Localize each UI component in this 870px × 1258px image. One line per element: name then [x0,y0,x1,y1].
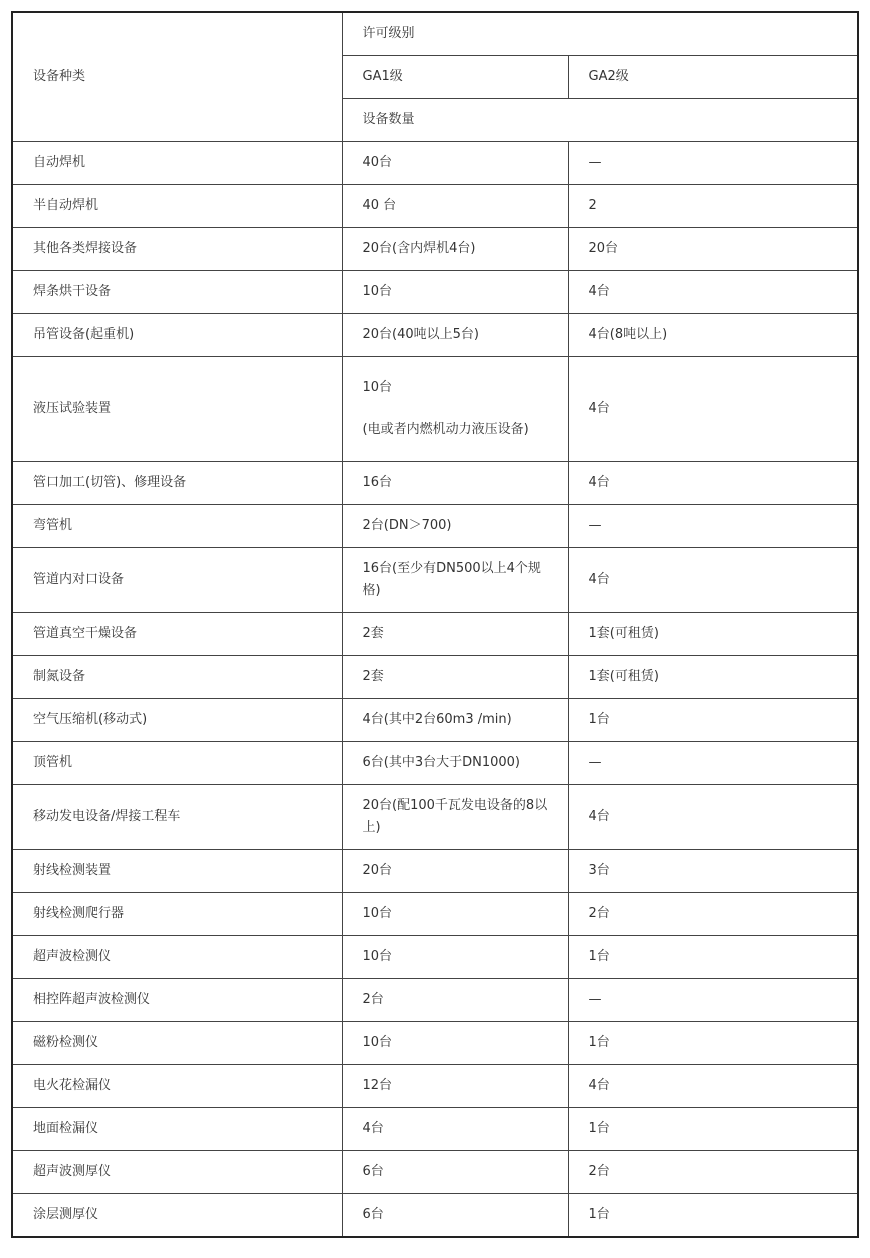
ga1-quantity-cell: 10台 [342,936,568,979]
equipment-name-cell: 相控阵超声波检测仪 [12,979,342,1022]
equipment-name-cell: 磁粉检测仪 [12,1022,342,1065]
header-category-cell: 设备种类 [12,12,342,142]
ga1-quantity-cell: 6台 [342,1194,568,1238]
ga2-quantity-cell: 1台 [568,936,858,979]
ga1-quantity-cell: 40 台 [342,185,568,228]
ga1-quantity-cell: 2台(DN＞700) [342,505,568,548]
ga1-quantity-cell: 10台 [342,271,568,314]
ga2-quantity-cell: 1台 [568,1022,858,1065]
equipment-requirements-table [11,11,859,1238]
equipment-name-cell: 地面检漏仪 [12,1108,342,1151]
ga1-quantity-cell: 2套 [342,613,568,656]
ga1-quantity-cell: 20台(40吨以上5台) [342,314,568,357]
ga2-quantity-cell: 2 [568,185,858,228]
table-row [12,271,858,314]
table-row [12,505,858,548]
equipment-name-cell: 管道内对口设备 [12,548,342,613]
table-row [12,1065,858,1108]
ga1-quantity-cell: 4台(其中2台60m3 /min) [342,699,568,742]
ga1-quantity-cell: 16台(至少有DN500以上4个规格) [342,548,568,613]
ga2-quantity-cell: — [568,979,858,1022]
table-row [12,314,858,357]
ga2-quantity-cell: 3台 [568,850,858,893]
table-row [12,613,858,656]
ga2-quantity-cell: 1台 [568,1194,858,1238]
ga1-quantity-cell: 40台 [342,142,568,185]
ga1-quantity-value: 10台 [362,380,393,395]
ga2-quantity-cell: 4台 [568,1065,858,1108]
ga2-quantity-cell: 1套(可租赁) [568,656,858,699]
table-row [12,1151,858,1194]
table-row [12,699,858,742]
header-quantity-cell: 设备数量 [342,99,858,142]
table-row [12,228,858,271]
ga1-quantity-cell: 4台 [342,1108,568,1151]
equipment-name-cell: 制氮设备 [12,656,342,699]
equipment-name-cell: 射线检测爬行器 [12,893,342,936]
table-row [12,185,858,228]
equipment-name-cell: 空气压缩机(移动式) [12,699,342,742]
ga2-quantity-cell: — [568,742,858,785]
ga1-quantity-cell: 2套 [342,656,568,699]
equipment-name-cell: 半自动焊机 [12,185,342,228]
equipment-name-cell: 电火花检漏仪 [12,1065,342,1108]
header-ga2-cell: GA2级 [568,56,858,99]
table-row [12,742,858,785]
ga1-quantity-cell: 2台 [342,979,568,1022]
ga2-quantity-cell: 4台 [568,357,858,462]
ga2-quantity-cell: 4台 [568,271,858,314]
table-row [12,1108,858,1151]
table-row [12,936,858,979]
header-ga1-cell: GA1级 [342,56,568,99]
ga1-quantity-cell: 6台 [342,1151,568,1194]
ga2-quantity-cell: 1套(可租赁) [568,613,858,656]
ga1-quantity-cell: 6台(其中3台大于DN1000) [342,742,568,785]
ga1-quantity-cell: 20台(配100千瓦发电设备的8以上) [342,785,568,850]
equipment-name-cell: 自动焊机 [12,142,342,185]
ga2-quantity-cell: 20台 [568,228,858,271]
equipment-name-cell: 移动发电设备/焊接工程车 [12,785,342,850]
ga2-quantity-cell: 4台 [568,548,858,613]
table-row [12,1022,858,1065]
equipment-name-cell: 液压试验装置 [12,357,342,462]
ga2-quantity-cell: 4台 [568,785,858,850]
table-row [12,850,858,893]
table-row [12,357,858,462]
equipment-name-cell: 焊条烘干设备 [12,271,342,314]
ga1-quantity-cell: 20台 [342,850,568,893]
equipment-name-cell: 顶管机 [12,742,342,785]
equipment-name-cell: 超声波测厚仪 [12,1151,342,1194]
ga2-quantity-cell: 1台 [568,1108,858,1151]
equipment-name-cell: 其他各类焊接设备 [12,228,342,271]
table-row [12,785,858,850]
table-row [12,462,858,505]
ga1-quantity-cell: 20台(含内焊机4台) [342,228,568,271]
table-row [12,142,858,185]
ga2-quantity-cell: 4台(8吨以上) [568,314,858,357]
table-row [12,548,858,613]
ga1-quantity-cell: 10台 [342,893,568,936]
equipment-name-cell: 管道真空干燥设备 [12,613,342,656]
equipment-name-cell: 弯管机 [12,505,342,548]
header-row-permit-level [12,12,858,56]
ga2-quantity-cell: — [568,505,858,548]
table-row [12,979,858,1022]
equipment-table-container [11,11,857,1238]
ga2-quantity-cell: 1台 [568,699,858,742]
table-row [12,656,858,699]
header-permit-level-cell: 许可级别 [342,12,858,56]
ga1-quantity-cell: 16台 [342,462,568,505]
ga1-quantity-note: (电或者内燃机动力液压设备) [362,422,529,437]
ga2-quantity-cell: 2台 [568,1151,858,1194]
ga1-quantity-cell [342,357,568,462]
equipment-name-cell: 管口加工(切管)、修理设备 [12,462,342,505]
table-row [12,1194,858,1238]
equipment-name-cell: 涂层测厚仪 [12,1194,342,1238]
ga1-quantity-cell: 12台 [342,1065,568,1108]
equipment-name-cell: 超声波检测仪 [12,936,342,979]
ga2-quantity-cell: 4台 [568,462,858,505]
equipment-name-cell: 射线检测装置 [12,850,342,893]
equipment-name-cell: 吊管设备(起重机) [12,314,342,357]
ga1-quantity-cell: 10台 [342,1022,568,1065]
ga2-quantity-cell: 2台 [568,893,858,936]
table-row [12,893,858,936]
ga2-quantity-cell: — [568,142,858,185]
